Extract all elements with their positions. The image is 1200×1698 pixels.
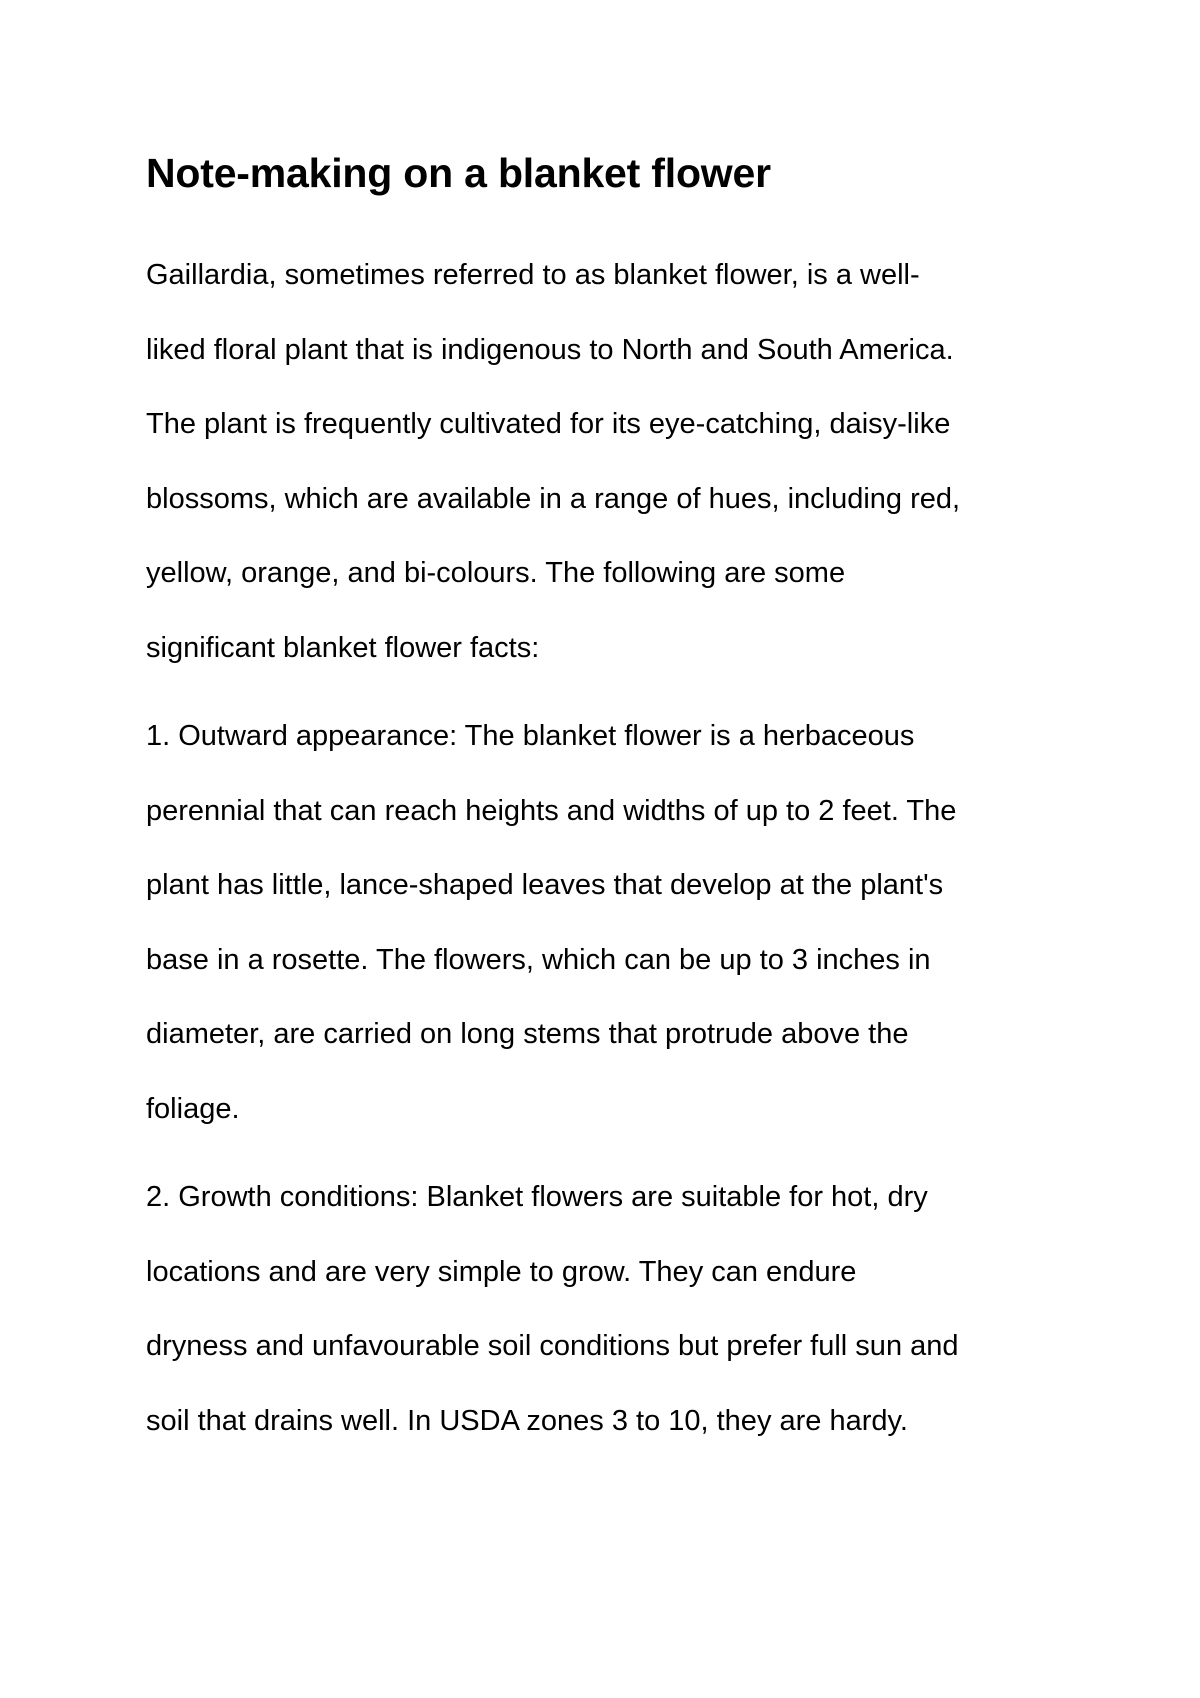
fact-2-paragraph bbox=[146, 1160, 1076, 1458]
paragraph-line: liked floral plant that is indigenous to North and South America. bbox=[146, 333, 954, 366]
paragraph-line: significant blanket flower facts: bbox=[146, 631, 540, 664]
document-title: Note-making on a blanket flower bbox=[146, 150, 771, 196]
paragraph-line: 2. Growth conditions: Blanket flowers are suitable for hot, dry bbox=[146, 1181, 928, 1213]
paragraph-line: 1. Outward appearance: The blanket flower is a herbaceous bbox=[146, 720, 915, 752]
paragraph-line: The plant is frequently cultivated for its eye-catching, daisy-like bbox=[146, 408, 951, 440]
paragraph-line: blossoms, which are available in a range of hues, including red, bbox=[146, 482, 961, 515]
paragraph-line: plant has little, lance-shaped leaves that develop at the plant's bbox=[146, 869, 944, 901]
paragraph-line: soil that drains well. In USDA zones 3 to 10, they are hardy. bbox=[146, 1404, 908, 1437]
fact-1-paragraph bbox=[146, 699, 1076, 1146]
paragraph-line: base in a rosette. The flowers, which can be up to 3 inches in bbox=[146, 943, 931, 976]
paragraph-line: dryness and unfavourable soil conditions but prefer full sun and bbox=[146, 1330, 959, 1362]
paragraph-line: yellow, orange, and bi-colours. The following are some bbox=[146, 557, 846, 589]
paragraph-line: locations and are very simple to grow. They can endure bbox=[146, 1255, 857, 1288]
paragraph-line: diameter, are carried on long stems that protrude above the bbox=[146, 1018, 909, 1050]
paragraph-line: Gaillardia, sometimes referred to as blanket flower, is a well- bbox=[146, 259, 920, 291]
document-body bbox=[146, 148, 1076, 1458]
paragraph-line: perennial that can reach heights and widths of up to 2 feet. The bbox=[146, 794, 957, 827]
paragraph-line: foliage. bbox=[146, 1092, 240, 1125]
intro-paragraph bbox=[146, 238, 1076, 685]
